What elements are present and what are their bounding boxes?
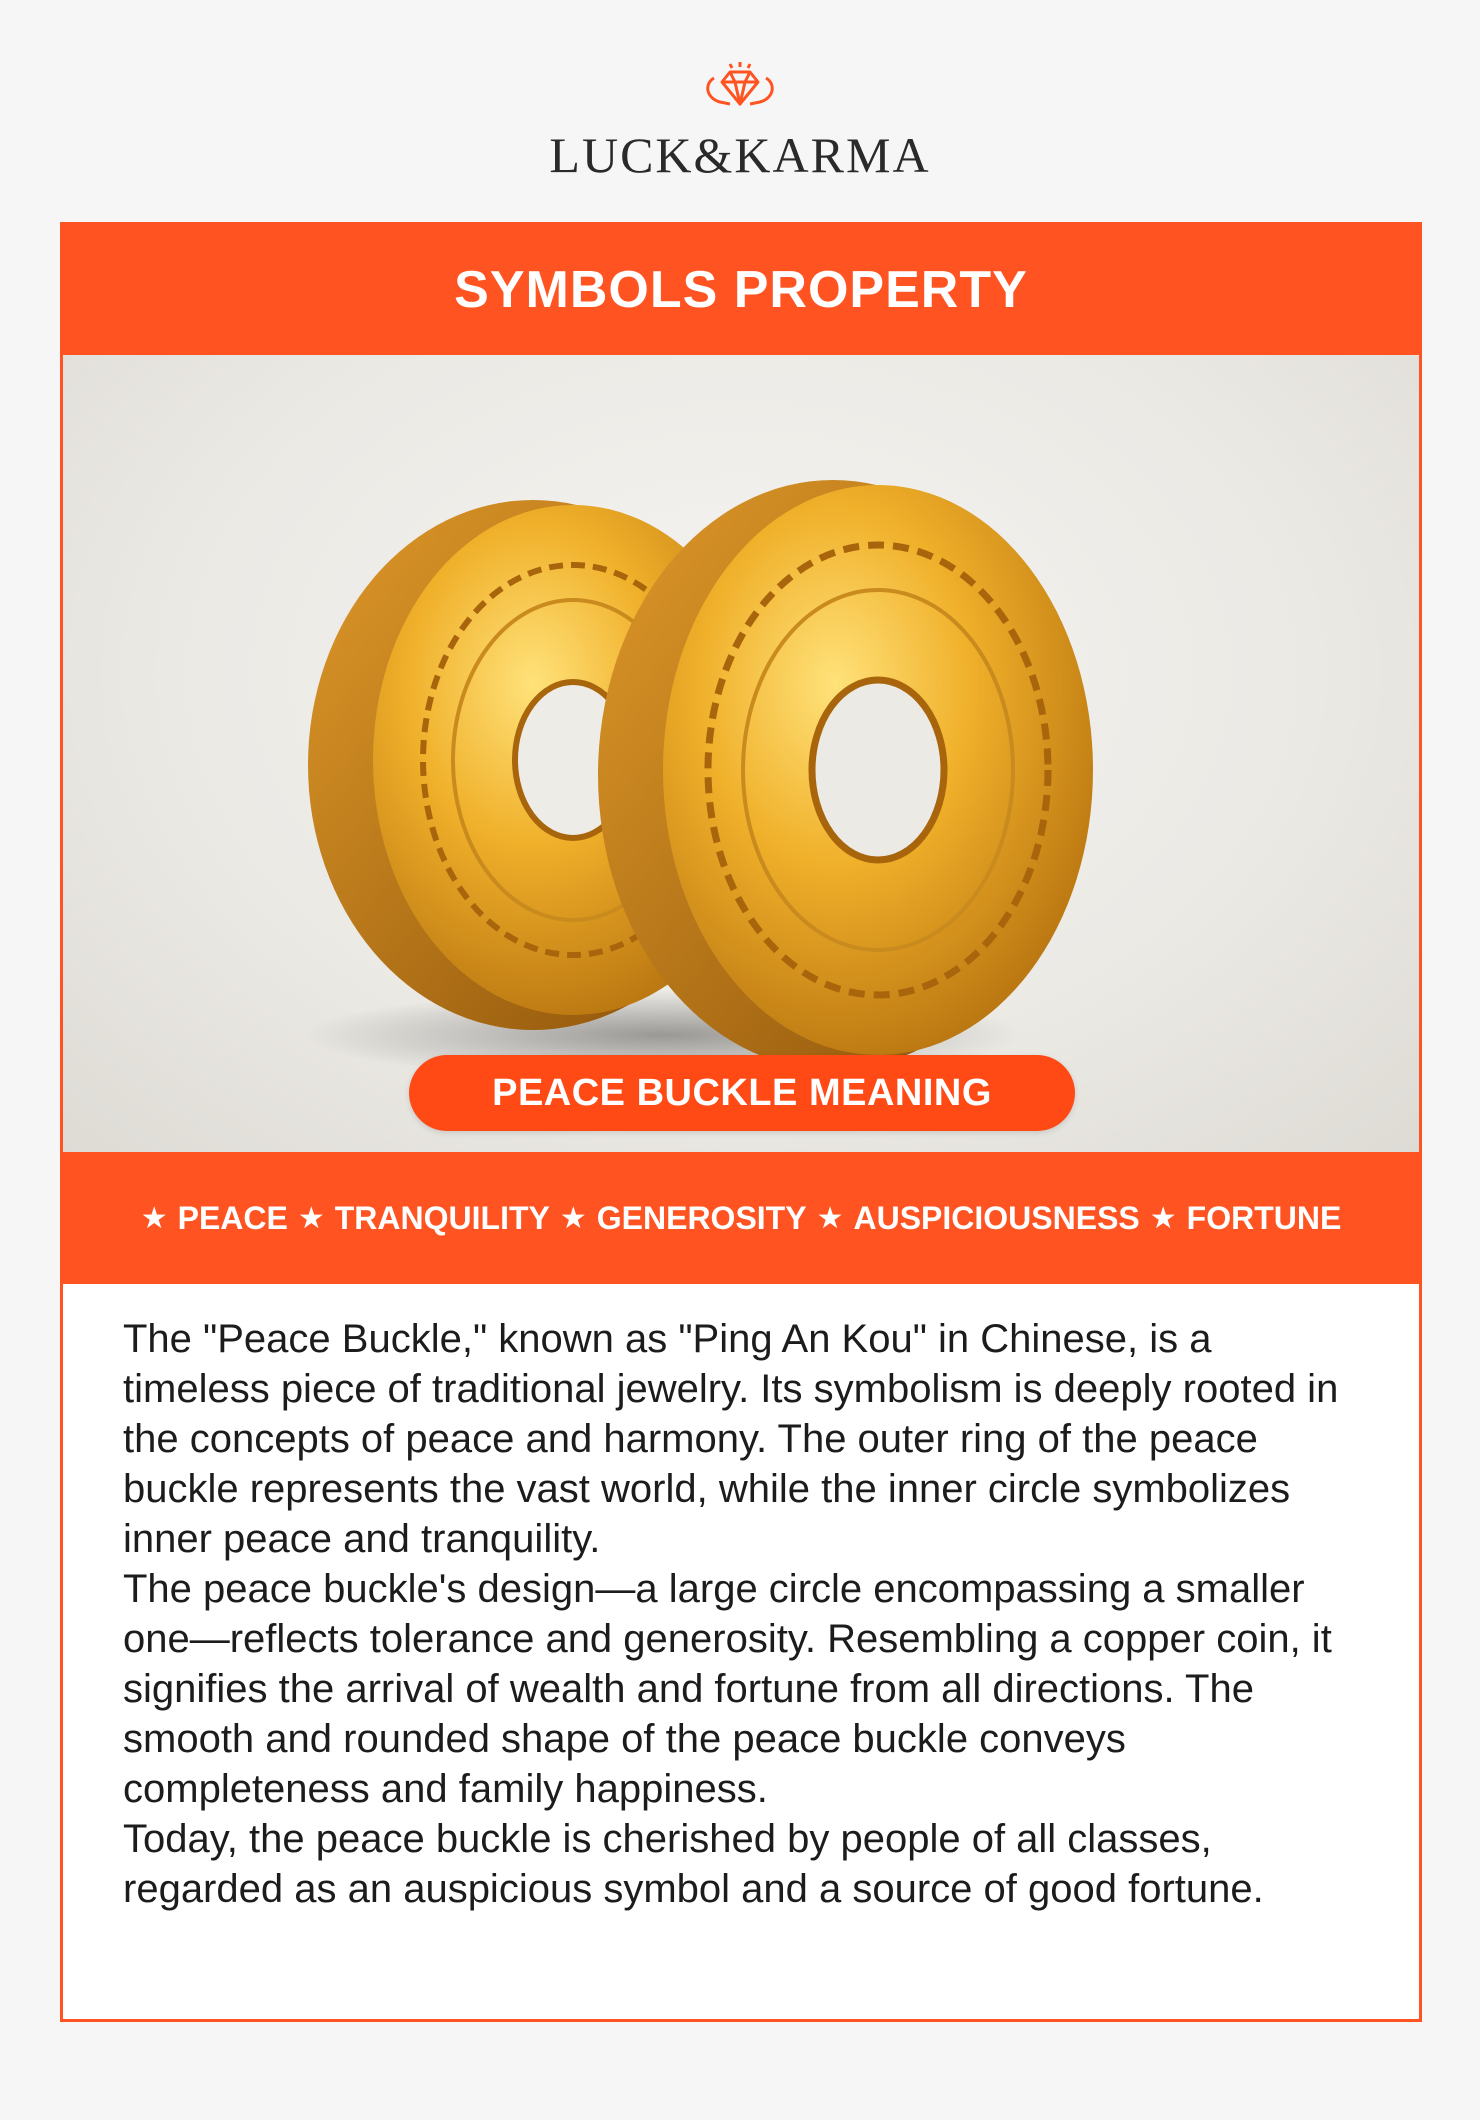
star-icon: ★	[816, 1201, 844, 1235]
peace-buckle-coins-image	[63, 355, 1419, 1152]
keyword-item: GENEROSITY	[596, 1199, 807, 1236]
card-header	[63, 225, 1419, 355]
card-title: SYMBOLS PROPERTY	[454, 261, 1028, 319]
star-icon: ★	[1149, 1201, 1177, 1235]
keyword-item: PEACE	[177, 1199, 288, 1236]
star-icon: ★	[140, 1201, 168, 1235]
peace-buckle-image	[63, 355, 1419, 1152]
description-paragraph: The "Peace Buckle," known as "Ping An Kou" in Chinese, is a timeless piece of traditional jewelry. Its symbolism is deeply rooted in the concepts of peace and harmony. The outer ring of the peace buckle represents the vast world, while the inner circle symbolizes inner peace and tranquility.	[123, 1317, 1339, 1561]
description	[63, 1284, 1419, 1914]
description-paragraph: Today, the peace buckle is cherished by people of all classes, regarded as an auspicious symbol and a source of good fortune.	[123, 1817, 1264, 1911]
keyword-bar	[63, 1152, 1419, 1284]
meaning-pill	[409, 1055, 1075, 1131]
brand-header	[0, 60, 1480, 184]
brand-name: LUCK&KARMA	[549, 127, 931, 183]
keyword-item: TRANQUILITY	[334, 1199, 550, 1236]
diamond-icon	[690, 60, 790, 120]
keyword-item: FORTUNE	[1186, 1199, 1342, 1236]
star-icon: ★	[559, 1201, 587, 1235]
pill-label: PEACE BUCKLE MEANING	[492, 1071, 992, 1114]
description-paragraph: The peace buckle's design—a large circle encompassing a smaller one—reflects tolerance and generosity. Resembling a copper coin, it signifies the arrival of wealth and fortune from all directions. The smooth and rounded shape of the peace buckle conveys completeness and family happiness.	[123, 1567, 1332, 1811]
symbol-card	[60, 222, 1422, 2022]
keyword-item: AUSPICIOUSNESS	[853, 1199, 1140, 1236]
star-icon: ★	[297, 1201, 325, 1235]
